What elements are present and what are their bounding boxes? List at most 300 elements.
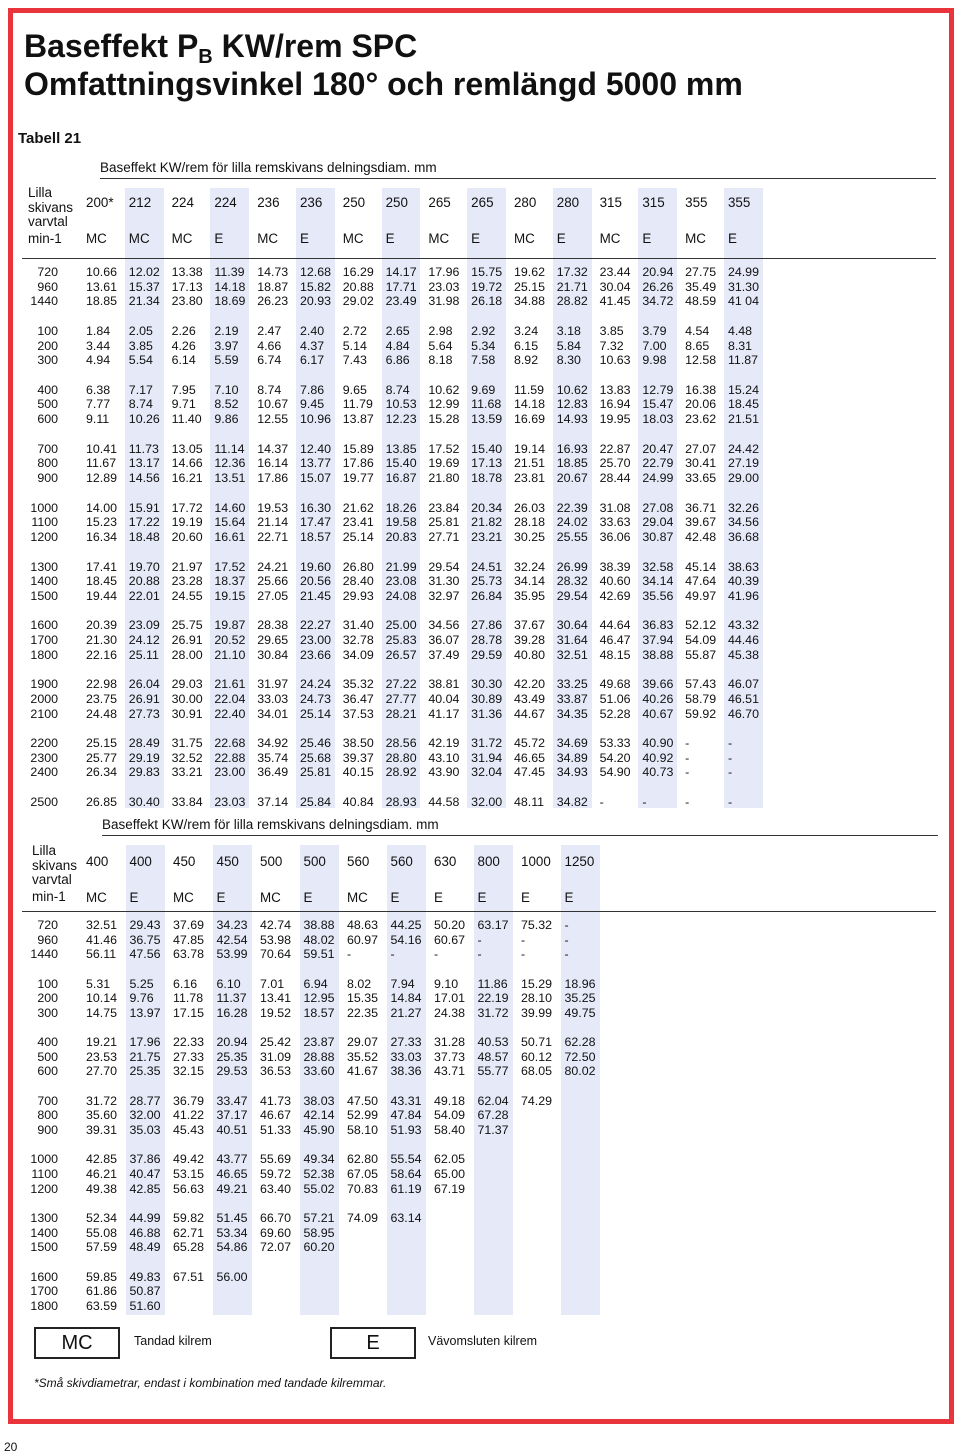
caption-rule: [100, 178, 936, 179]
power-value: 15.40: [385, 456, 417, 471]
power-value: 29.93: [342, 588, 374, 603]
rpm-unit: min-1: [28, 231, 62, 246]
power-value: 4.84: [385, 338, 410, 353]
power-value: 22.71: [257, 529, 289, 544]
power-value: 16.94: [599, 397, 631, 412]
power-value: 17.13: [171, 279, 203, 294]
power-value: 24.48: [86, 706, 118, 721]
power-value: 57.43: [685, 677, 717, 692]
power-value: 11.86: [477, 976, 508, 991]
power-value: 46.67: [260, 1108, 292, 1123]
power-value: 32.04: [471, 765, 503, 780]
power-value: 25.77: [86, 750, 118, 765]
power-value: 70.64: [260, 947, 292, 962]
power-value: [565, 1211, 609, 1226]
rpm-label: 1800: [30, 647, 58, 662]
power-value: 35.60: [86, 1108, 118, 1123]
power-value: 36.79: [173, 1093, 205, 1108]
power-value: 23.81: [513, 470, 545, 485]
power-value: 6.15: [513, 338, 539, 353]
power-value: [304, 1270, 348, 1285]
power-value: 63.14: [390, 1211, 422, 1225]
table-row: [86, 397, 771, 412]
power-value: 14.60: [214, 500, 246, 515]
power-value: 43.49: [513, 691, 545, 706]
power-value: 80.02: [564, 1064, 596, 1079]
table-row: [86, 707, 771, 722]
power-value: 39.28: [513, 633, 545, 647]
power-value: 41.46: [86, 932, 118, 947]
power-value: 23.80: [171, 294, 203, 309]
power-value: [347, 1299, 391, 1314]
power-value: 26.84: [471, 588, 503, 603]
power-value: 21.62: [342, 500, 374, 515]
rpm-label: 960: [37, 279, 58, 294]
power-value: 25.68: [299, 750, 331, 765]
power-value: 21.45: [299, 588, 331, 603]
table-row: [86, 677, 771, 692]
table-row: [86, 1050, 608, 1065]
power-value: 28.10: [521, 991, 553, 1006]
power-value: 32.52: [171, 750, 203, 765]
power-value: 5.14: [342, 338, 367, 353]
power-value: 20.94: [216, 1035, 248, 1050]
power-value: 34.35: [556, 706, 588, 721]
power-value: 12.23: [385, 412, 417, 426]
size-header: 560: [347, 854, 370, 869]
rpm-label: 100: [37, 323, 58, 338]
power-value: 20.47: [642, 441, 674, 456]
power-value: 36.68: [727, 529, 759, 544]
power-value: 43.71: [434, 1064, 466, 1079]
power-value: 19.44: [86, 588, 118, 603]
power-value: 2.40: [299, 323, 325, 338]
power-value: 56.63: [173, 1181, 205, 1196]
rpm-label: 720: [37, 265, 58, 279]
power-value: 20.60: [171, 529, 203, 544]
power-value: 26.18: [471, 294, 503, 309]
power-value: 10.66: [86, 265, 118, 279]
power-value: 54.90: [599, 765, 631, 780]
rpm-label: 2500: [30, 795, 58, 810]
power-value: 75.32: [521, 918, 553, 932]
power-value: 25.84: [299, 795, 331, 810]
power-value: 31.30: [727, 279, 759, 294]
power-value: 62.71: [173, 1225, 205, 1240]
power-value: 34.82: [556, 795, 588, 810]
power-value: 15.07: [299, 470, 331, 485]
power-value: 33.21: [171, 765, 203, 780]
power-value: -: [347, 947, 352, 962]
power-value: 65.28: [173, 1240, 205, 1255]
power-value: 13.38: [171, 265, 203, 279]
power-value: [304, 1284, 348, 1299]
power-value: 36.71: [685, 500, 717, 515]
power-value: 54.86: [216, 1240, 248, 1255]
power-value: 41.67: [347, 1064, 379, 1079]
table-row: [86, 933, 608, 948]
power-value: 17.96: [428, 265, 460, 279]
power-value: 29.54: [428, 559, 460, 574]
power-value: 58.40: [434, 1123, 466, 1137]
power-value: 19.58: [385, 515, 417, 530]
power-value: 6.17: [299, 353, 325, 368]
size-header: 265: [471, 195, 494, 210]
power-value: 26.91: [171, 633, 203, 647]
power-value: 33.47: [216, 1093, 248, 1108]
power-value: 29.07: [347, 1035, 379, 1050]
power-value: 22.01: [128, 588, 160, 603]
power-value: 32.97: [428, 588, 460, 603]
power-value: 37.49: [428, 647, 460, 662]
power-value: 11.59: [513, 382, 545, 397]
power-value: 18.03: [642, 412, 674, 426]
caption-rule: [102, 835, 938, 836]
power-value: 33.60: [303, 1064, 335, 1079]
power-value: 55.77: [477, 1064, 509, 1079]
power-value: 26.91: [128, 691, 160, 706]
type-header: E: [385, 231, 395, 246]
power-value: 53.34: [216, 1225, 248, 1240]
rpm-label: 300: [37, 1005, 58, 1020]
power-value: 74.09: [347, 1211, 379, 1225]
table-row: [86, 442, 771, 457]
power-value: 11.68: [471, 397, 502, 412]
power-value: -: [599, 795, 604, 810]
rpm-label: 2300: [30, 750, 58, 765]
power-value: 26.34: [86, 765, 118, 780]
power-value: 26.23: [257, 294, 289, 309]
power-value: 10.14: [86, 991, 118, 1006]
power-value: 16.87: [385, 470, 417, 485]
power-value: 17.71: [385, 279, 417, 294]
power-value: 13.59: [471, 412, 503, 426]
power-value: 15.24: [727, 382, 759, 397]
power-value: 25.66: [257, 574, 289, 589]
power-value: 49.42: [173, 1152, 205, 1167]
rpm-label: 1200: [30, 529, 58, 544]
power-value: 28.78: [471, 633, 503, 647]
rpm-header-line: varvtal: [32, 872, 72, 887]
rpm-header-line: skivans: [32, 857, 78, 873]
table-row: [86, 1094, 608, 1109]
rpm-label: 500: [37, 1049, 58, 1064]
power-value: 45.38: [727, 647, 759, 662]
power-value: 37.67: [513, 618, 545, 633]
power-value: 21.51: [513, 456, 545, 471]
power-value: 18.37: [214, 574, 246, 589]
power-value: 46.47: [599, 633, 631, 647]
power-value: 14.18: [513, 397, 545, 412]
power-value: 48.63: [347, 918, 379, 932]
power-value: 58.79: [685, 691, 717, 706]
power-value: 40.51: [216, 1123, 248, 1137]
power-value: 37.17: [216, 1108, 248, 1123]
power-value: 8.74: [128, 397, 153, 412]
size-header: 355: [727, 195, 751, 210]
size-header: 450: [216, 854, 239, 869]
power-value: 29.65: [257, 633, 289, 647]
power-value: 44.46: [727, 633, 759, 647]
power-value: 31.98: [428, 294, 460, 309]
legend-e-box: E: [330, 1327, 416, 1359]
table-row: [86, 765, 771, 780]
rpm-label: 600: [37, 1064, 58, 1079]
power-value: 18.87: [257, 279, 289, 294]
power-value: [347, 1284, 391, 1299]
power-value: 60.67: [434, 932, 466, 947]
power-value: 40.67: [642, 706, 674, 721]
power-value: 23.21: [471, 529, 503, 544]
power-value: 25.15: [86, 736, 118, 751]
power-value: 20.93: [299, 294, 331, 309]
power-value: 21.97: [171, 559, 203, 574]
power-value: 6.16: [173, 976, 198, 991]
power-value: 37.53: [342, 706, 374, 721]
power-value: 25.81: [299, 765, 331, 780]
power-value: 50.20: [434, 918, 466, 932]
table-row: [86, 947, 608, 962]
power-value: 6.14: [171, 353, 196, 368]
type-header: E: [564, 890, 574, 905]
power-value: 39.99: [521, 1005, 553, 1020]
table-row: [86, 991, 608, 1006]
power-value: 8.74: [385, 382, 410, 397]
rpm-label: 1100: [31, 1167, 58, 1181]
power-value: 10.62: [428, 382, 460, 397]
power-value: 13.41: [260, 991, 292, 1006]
power-value: 67.51: [173, 1269, 205, 1284]
size-header: 400: [129, 854, 152, 869]
rpm-label: 500: [37, 397, 58, 412]
power-value: 38.03: [303, 1093, 335, 1108]
type-header: MC: [260, 890, 281, 905]
power-value: 18.45: [86, 574, 118, 589]
power-value: 34.88: [513, 294, 545, 309]
power-value: 48.15: [599, 647, 631, 662]
type-header: MC: [685, 231, 706, 246]
type-header: E: [129, 890, 139, 905]
power-value: 9.45: [299, 397, 325, 412]
power-value: 55.87: [685, 647, 717, 662]
power-value: 19.21: [86, 1035, 118, 1050]
power-value: 28.40: [342, 574, 374, 589]
power-value: 47.50: [347, 1093, 379, 1108]
power-value: [565, 1226, 609, 1241]
power-value: [565, 1108, 609, 1123]
size-header: 1000: [521, 854, 551, 869]
table-row: [86, 918, 608, 933]
power-value: 39.67: [685, 515, 717, 530]
power-value: 10.67: [257, 397, 289, 412]
power-value: 19.69: [428, 456, 460, 471]
power-value: 29.54: [556, 588, 588, 603]
power-value: 28.82: [556, 294, 588, 309]
power-value: 3.24: [513, 323, 539, 338]
power-value: 51.33: [260, 1123, 292, 1137]
power-value: 22.40: [214, 706, 246, 721]
power-value: [347, 1270, 391, 1285]
power-value: 12.99: [428, 397, 460, 412]
power-value: 42.48: [685, 529, 717, 544]
power-value: 31.28: [434, 1035, 466, 1050]
legend-mc-box: MC: [34, 1327, 120, 1359]
power-value: 17.96: [129, 1035, 161, 1050]
size-header: 236: [257, 195, 280, 210]
power-value: 31.40: [342, 618, 374, 633]
power-value: 47.84: [390, 1108, 422, 1123]
power-value: 56.11: [86, 947, 117, 962]
power-value: 12.58: [685, 353, 717, 368]
power-value: 20.52: [214, 633, 246, 647]
power-value: 26.80: [342, 559, 374, 574]
power-value: 11.73: [128, 441, 159, 456]
power-value: 14.84: [390, 991, 422, 1006]
power-value: 13.85: [385, 441, 417, 456]
power-value: 17.86: [342, 456, 374, 471]
power-value: 26.99: [556, 559, 588, 574]
power-value: [521, 1211, 565, 1226]
power-value: 11.87: [727, 353, 759, 368]
power-value: 24.21: [257, 559, 289, 574]
power-value: 15.40: [471, 441, 503, 456]
power-value: 27.73: [128, 706, 160, 721]
power-value: [478, 1240, 522, 1255]
power-value: [217, 1299, 261, 1314]
power-value: 21.14: [257, 515, 289, 530]
power-value: -: [642, 795, 647, 810]
power-value: 59.72: [260, 1167, 292, 1181]
power-value: 30.04: [599, 279, 631, 294]
power-value: 44.64: [599, 618, 631, 633]
power-value: 25.81: [428, 515, 460, 530]
power-value: 28.56: [385, 736, 417, 751]
power-value: 16.21: [171, 470, 203, 485]
power-value: 11.67: [86, 456, 117, 471]
legend-mc-text: Tandad kilrem: [134, 1334, 212, 1348]
power-value: 41.22: [173, 1108, 205, 1123]
rpm-header: [28, 186, 73, 230]
power-value: 34.93: [556, 765, 588, 780]
power-value: 7.43: [342, 353, 367, 368]
power-value: 62.80: [347, 1152, 379, 1167]
size-header: 236: [299, 195, 323, 210]
type-header: MC: [171, 231, 193, 246]
power-value: 32.00: [471, 795, 503, 810]
size-header: 355: [685, 195, 708, 210]
power-value: 30.41: [685, 456, 717, 471]
power-value: 28.88: [303, 1049, 335, 1064]
power-value: 49.97: [685, 588, 717, 603]
power-value: 28.32: [556, 574, 588, 589]
power-value: [478, 1284, 522, 1299]
power-value: 37.14: [257, 795, 289, 810]
power-value: 34.69: [556, 736, 588, 751]
power-value: 38.88: [303, 918, 335, 932]
rpm-label: 1600: [30, 618, 58, 633]
power-value: [260, 1284, 304, 1299]
power-value: 10.41: [86, 441, 118, 456]
power-value: [521, 1299, 565, 1314]
power-value: 10.53: [385, 397, 417, 412]
power-value: [565, 1152, 609, 1167]
size-header: 500: [303, 854, 326, 869]
power-value: [173, 1284, 217, 1299]
power-value: 21.61: [214, 677, 246, 692]
table-row: [86, 618, 771, 633]
power-value: 42.85: [86, 1152, 118, 1167]
rpm-label: 600: [37, 412, 58, 426]
power-value: -: [727, 765, 733, 780]
power-value: 34.56: [428, 618, 460, 633]
power-value: 6.86: [385, 353, 410, 368]
rpm-label: 1440: [30, 947, 58, 962]
power-value: 12.83: [556, 397, 588, 412]
power-value: [521, 1123, 565, 1138]
power-value: 49.83: [129, 1269, 161, 1284]
power-value: 13.87: [342, 412, 374, 426]
rpm-header-line: Lilla: [28, 185, 53, 200]
power-value: [565, 1240, 609, 1255]
power-value: 23.84: [428, 500, 460, 515]
power-value: 24.99: [727, 265, 759, 279]
power-value: 15.37: [128, 279, 160, 294]
power-value: 21.82: [471, 515, 503, 530]
power-value: 37.86: [129, 1152, 161, 1167]
power-value: 8.30: [556, 353, 581, 368]
power-value: 15.89: [342, 441, 374, 456]
power-value: [521, 1152, 565, 1167]
power-value: 57.59: [86, 1240, 118, 1255]
power-value: 42.19: [428, 736, 460, 751]
power-value: [565, 1094, 609, 1109]
power-value: 30.30: [471, 677, 503, 692]
power-value: 34.23: [216, 918, 248, 932]
power-value: 14.00: [86, 500, 118, 515]
power-value: 23.03: [428, 279, 460, 294]
power-value: 21.34: [128, 294, 160, 309]
power-value: 19.77: [342, 470, 374, 485]
power-value: 8.65: [685, 338, 710, 353]
power-value: 2.98: [428, 323, 453, 338]
power-value: 55.02: [303, 1181, 335, 1196]
power-value: 46.88: [129, 1225, 161, 1240]
power-value: 25.35: [216, 1049, 248, 1064]
power-value: 17.41: [86, 559, 118, 574]
power-value: 40.04: [428, 691, 460, 706]
power-value: -: [477, 947, 482, 962]
power-value: 51.60: [129, 1298, 161, 1313]
power-value: 62.28: [564, 1035, 596, 1050]
power-value: -: [390, 947, 395, 962]
power-value: 46.21: [86, 1167, 118, 1181]
rpm-label: 400: [37, 382, 58, 397]
power-value: -: [434, 947, 439, 962]
power-value: 7.95: [171, 382, 196, 397]
power-value: 46.65: [216, 1167, 248, 1181]
power-value: 32.51: [556, 647, 588, 662]
table-row: [86, 1167, 608, 1182]
rpm-label: 960: [37, 932, 58, 947]
power-value: 27.77: [385, 691, 417, 706]
power-value: 4.94: [86, 353, 111, 368]
power-value: 25.75: [171, 618, 203, 633]
power-value: 47.45: [513, 765, 545, 780]
power-value: 31.97: [257, 677, 289, 692]
power-value: 14.37: [257, 441, 289, 456]
power-value: 66.70: [260, 1211, 292, 1225]
power-value: [391, 1299, 435, 1314]
